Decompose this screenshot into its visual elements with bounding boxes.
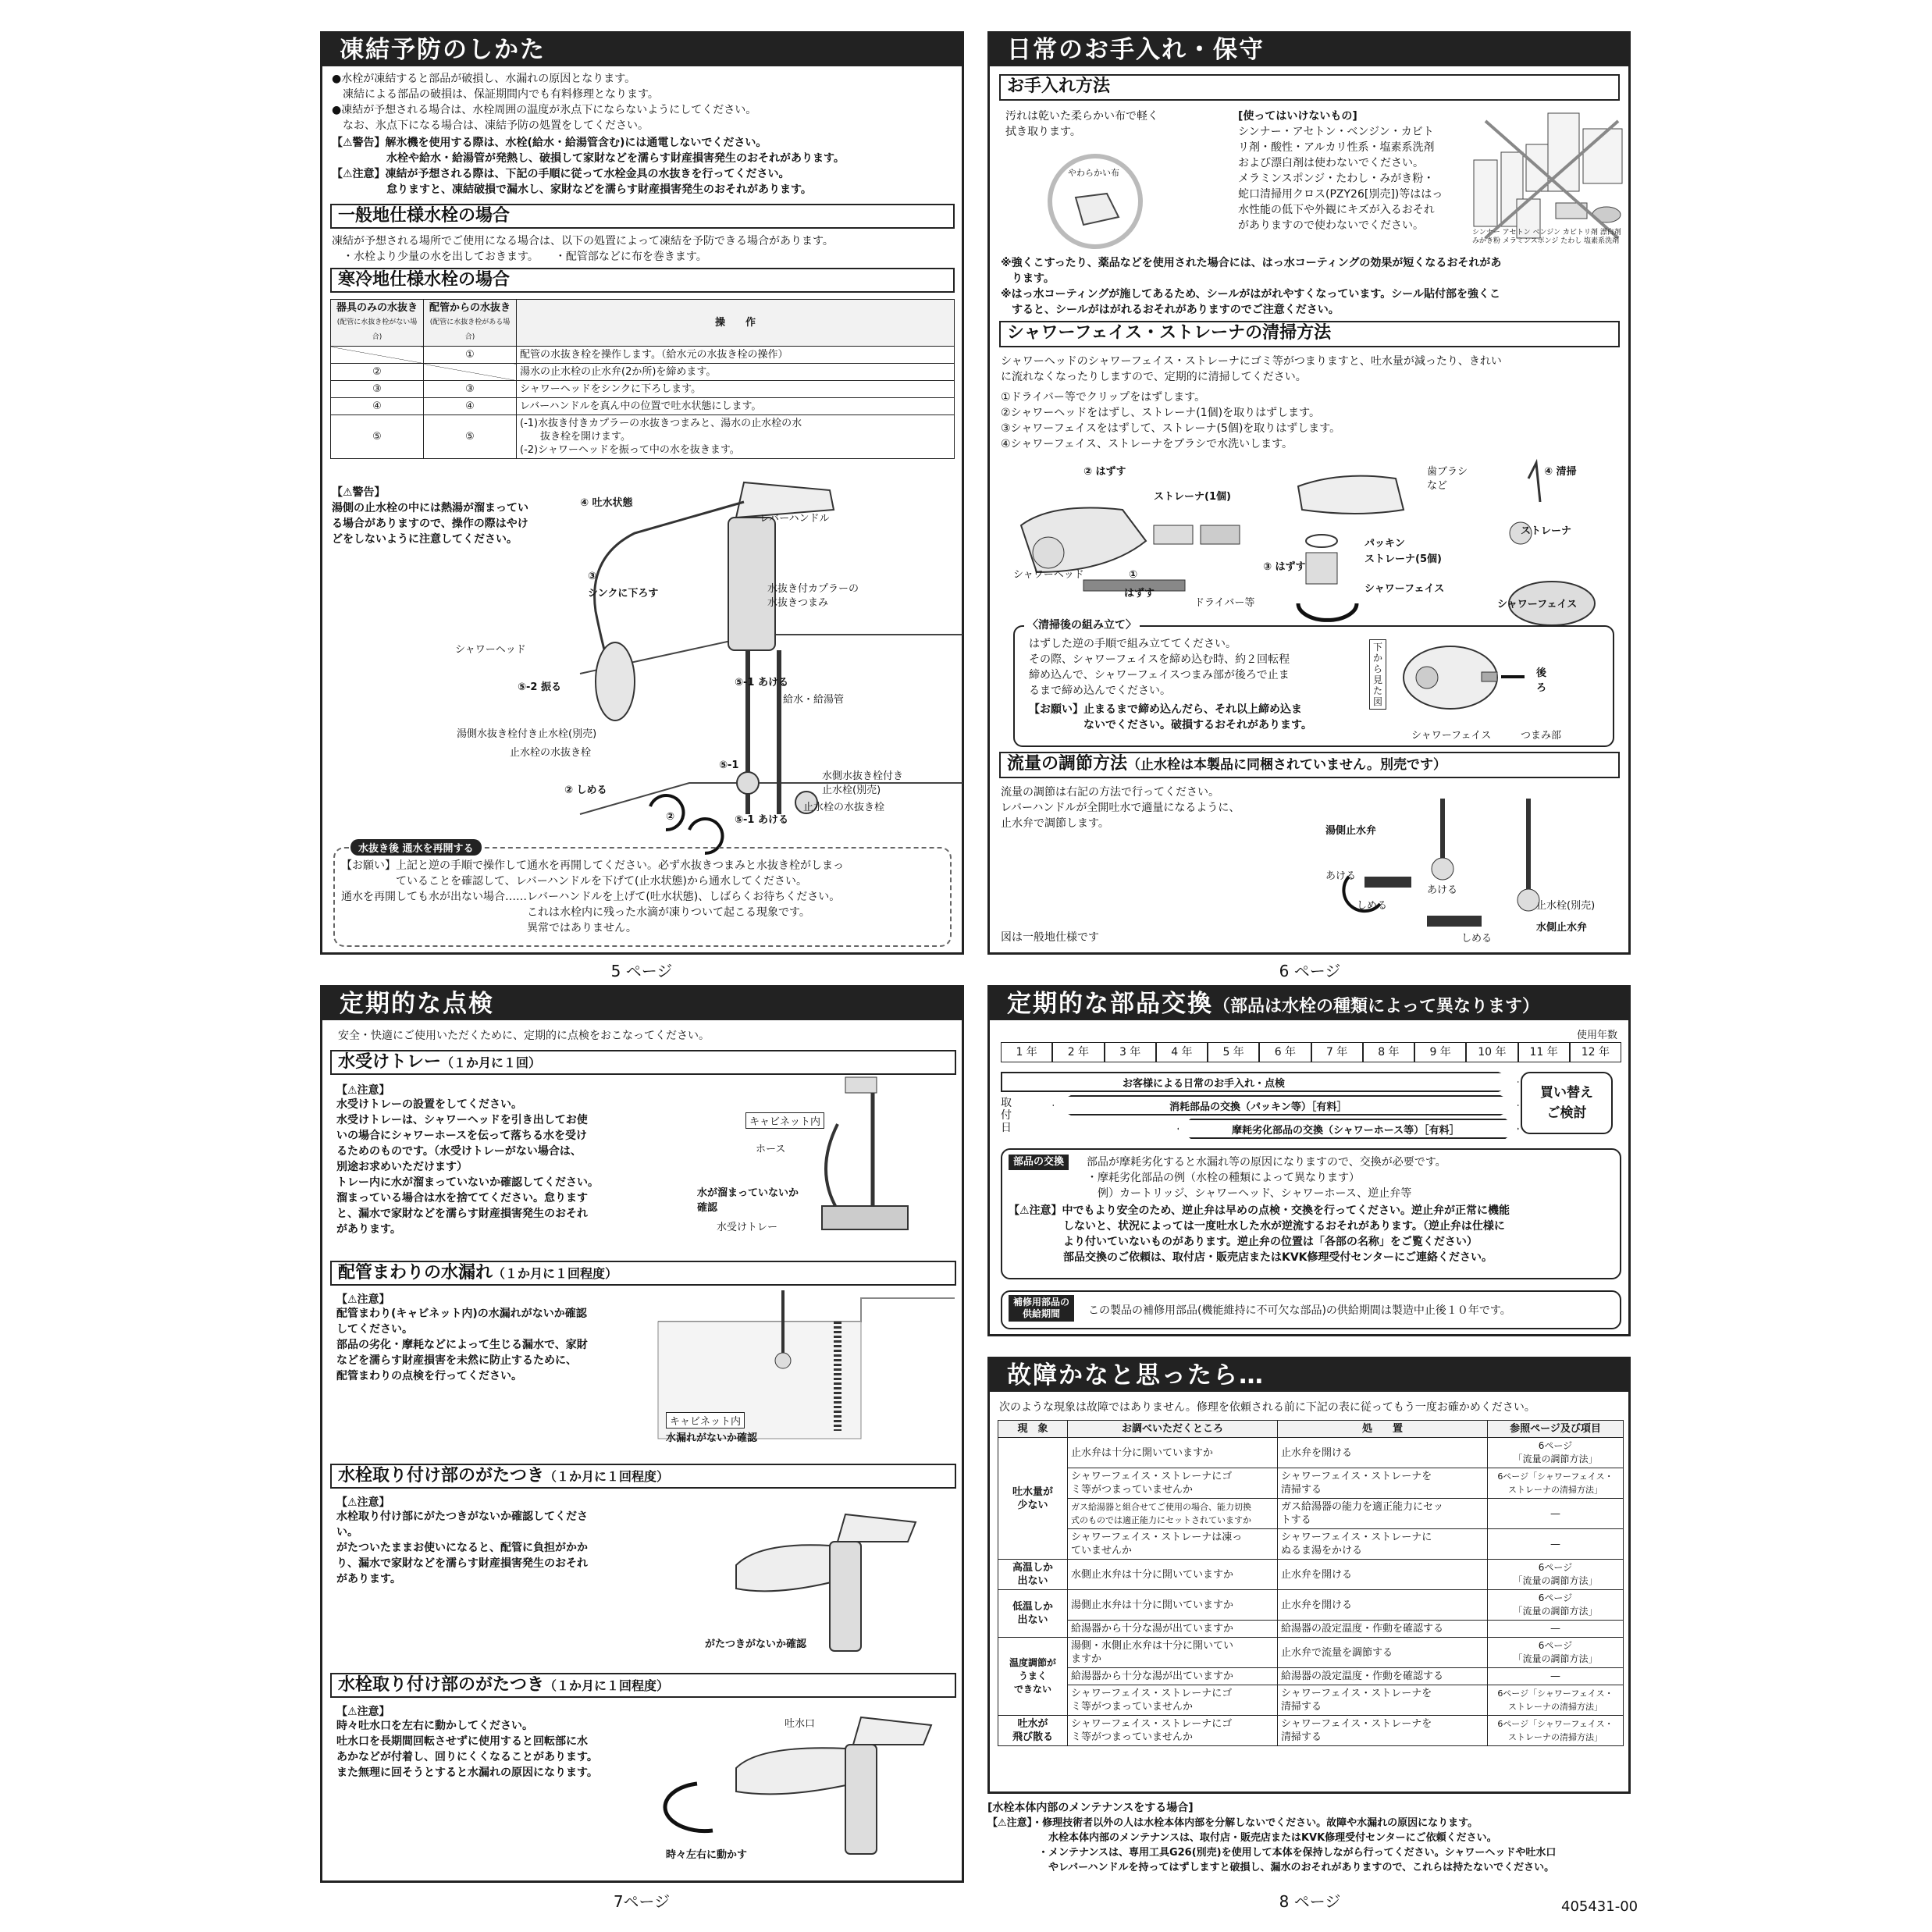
p8-supply-text: この製品の補修用部品(機能維持に不可欠な部品)の供給期間は製造中止後１０年です。 xyxy=(1088,1304,1511,1317)
p7-s2-small: （１か月に１回程度） xyxy=(493,1266,618,1281)
table-row xyxy=(998,1668,1624,1685)
table-row xyxy=(998,1438,1624,1468)
document-number: 405431-00 xyxy=(1561,1898,1638,1915)
p8-act: ガス給湯器の能力を適正能力にセッ トする xyxy=(1278,1499,1488,1529)
p5-r2b: ③ xyxy=(424,381,517,398)
p6-flow-close1: しめる xyxy=(1357,900,1388,912)
p6-knob-label: つまみ部 xyxy=(1521,730,1562,742)
p7-s3-caution: 【⚠注意】 xyxy=(336,1496,390,1509)
p5-faucet-illustration xyxy=(322,34,966,957)
p6-li: ドライバー等 xyxy=(1194,597,1255,609)
p6-fig-note: 図は一般地仕様です xyxy=(1001,931,1099,944)
p7-s2-caution: 【⚠注意】 xyxy=(336,1293,390,1306)
p6-ng-title: [使ってはいけないもの] xyxy=(1238,110,1357,123)
p6-lj: ③ はずす xyxy=(1263,561,1306,573)
p6-le: シャワーフェイス xyxy=(1364,583,1445,595)
p5-r0b: ① xyxy=(424,347,517,364)
p6-ln: ストレーナ xyxy=(1521,525,1572,537)
ng-item: メラミンスポンジ xyxy=(1502,237,1559,245)
p5-l9: ⑤-1 あける xyxy=(735,677,788,688)
page-7-number: 7ページ xyxy=(613,1892,671,1911)
page-8-trouble-panel xyxy=(987,1357,1631,1794)
page-7-title: 定期的な点検 xyxy=(322,987,962,1020)
p8-chk: シャワーフェイス・ストレーナにゴ ミ等がつまっていませんか xyxy=(1068,1468,1278,1499)
p7-tray-label: 水受けトレー xyxy=(717,1222,778,1233)
p5-th2: 配管からの水抜き xyxy=(429,302,511,314)
p8-ref: — xyxy=(1488,1621,1624,1638)
p5-th2-sub: (配管に水抜き栓がある場合) xyxy=(429,318,511,341)
p6-flow-open1: あける xyxy=(1325,870,1357,882)
year-cell: 3 年 xyxy=(1105,1042,1156,1062)
p7-section-mount-1 xyxy=(330,1464,956,1489)
ng-item: ベンジン xyxy=(1532,229,1561,237)
p6-assemble-title: 〈清掃後の組み立て〉 xyxy=(1024,617,1140,633)
p8-ref: 6ページ「シャワーフェイス・ ストレーナの清掃方法」 xyxy=(1488,1468,1624,1499)
p8-act: シャワーフェイス・ストレーナを 清掃する xyxy=(1278,1685,1488,1716)
p7-intro: 安全・快適にご使用いただくために、定期的に点検をおこなってください。 xyxy=(338,1030,710,1042)
p8-replace-box: 買い替え ご検討 xyxy=(1521,1072,1613,1134)
year-cell: 1 年 xyxy=(1001,1042,1052,1062)
p8-trouble-table xyxy=(998,1420,1624,1746)
p5-l2: レバーハンドル xyxy=(760,513,830,525)
p6-back-label: 後ろ xyxy=(1536,667,1547,694)
p8-act: 止水弁を開ける xyxy=(1278,1438,1488,1468)
p8-title: 定期的な部品交換 xyxy=(1007,990,1213,1018)
p5-r1a: ② xyxy=(331,364,424,381)
p6-lm: ④ 清掃 xyxy=(1544,466,1577,478)
p8-supply-tag: 補修用部品の 供給期間 xyxy=(1009,1295,1074,1322)
p5-r2op: シャワーヘッドをシンクに下ろします。 xyxy=(517,381,955,398)
p8-chk: シャワーフェイス・ストレーナにゴ ミ等がつまっていませんか xyxy=(1068,1685,1278,1716)
year-cell: 4 年 xyxy=(1156,1042,1208,1062)
p5-l13: ⑤-1 xyxy=(719,760,739,771)
p8-act: 止水弁を開ける xyxy=(1278,1590,1488,1621)
p5-r2a: ③ xyxy=(331,381,424,398)
p5-th1-sub: (配管に水抜き栓がない場合) xyxy=(336,318,418,341)
p6-lc: パッキン xyxy=(1364,538,1405,550)
p6-clean-steps: ①ドライバー等でクリップをはずします。 ②シャワーヘッドをはずし、ストレーナ(1個)を取りはずします。 ③シャワーフェイスをはずして、ストレーナ(5個)を取りはずします。 ④シャワーフェイス、ストレーナをブラシで水洗いします。 xyxy=(1001,391,1341,450)
p5-intro: ●水栓が凍結すると部品が破損し、水漏れの原因となります。 凍結による部品の破損は、保証期間内でも有料修理となります。 ●凍結が予想される場合は、水栓周囲の温度が氷点下にならないようにしてください。 なお、氷点下になる場合は、凍結予防の処置をしてください。 xyxy=(332,73,757,132)
p8-year-scale xyxy=(1001,1042,1621,1062)
page-6-title: 日常のお手入れ・保守 xyxy=(990,34,1628,66)
p6-assemble-request: 【お願い】止まるまで締め込んだら、それ以上締め込ま ないでください。破損するおそれがあります。 xyxy=(1029,703,1312,731)
p5-l7: シャワーヘッド xyxy=(455,644,526,656)
p5-l12: 止水栓の水抜き栓 xyxy=(510,747,592,759)
p8-act: シャワーフェイス・ストレーナを 清掃する xyxy=(1278,1716,1488,1746)
p7-pipe-check: 水漏れがないか確認 xyxy=(666,1432,758,1444)
p8-ref: — xyxy=(1488,1668,1624,1685)
p8-sym: 吐水が 飛び散る xyxy=(998,1716,1068,1746)
p5-l6: 水抜きつまみ xyxy=(767,597,829,609)
p8-chk: 止水弁は十分に開いていますか xyxy=(1068,1438,1278,1468)
p8-chk: シャワーフェイス・ストレーナは凍っ ていませんか xyxy=(1068,1529,1278,1560)
p6-lf: シャワーヘッド xyxy=(1013,569,1084,581)
p8-th-sym: 現 象 xyxy=(998,1421,1068,1438)
year-cell: 6 年 xyxy=(1259,1042,1311,1062)
p7-tray-cab: キャビネット内 xyxy=(745,1112,824,1129)
p6-lk: 歯ブラシ xyxy=(1427,466,1468,478)
table-row xyxy=(998,1499,1624,1529)
p7-tray-check: 水が溜まっていないか 確認 xyxy=(697,1187,799,1214)
p6-lh: はずす xyxy=(1124,588,1155,600)
ng-item: カビトリ剤 xyxy=(1562,229,1598,237)
p8-chk: 給湯器から十分な湯が出ていますか xyxy=(1068,1621,1278,1638)
table-row xyxy=(998,1621,1624,1638)
table-row xyxy=(998,1529,1624,1560)
p8-sym: 温度調節が うまく できない xyxy=(998,1638,1068,1716)
p7-section-mount-2 xyxy=(330,1673,956,1698)
p7-s2-title: 配管まわりの水漏れ xyxy=(338,1263,493,1283)
p5-warning-2-title: 【⚠警告】 xyxy=(332,486,386,499)
p5-l8: ⑤-2 振る xyxy=(518,681,561,693)
p5-l15: 水側水抜き栓付き xyxy=(822,770,904,782)
p7-s4-title: 水栓取り付け部のがたつき xyxy=(338,1675,545,1695)
p5-r4b: ⑤ xyxy=(424,415,517,459)
p6-flow-hot: 湯側止水弁 xyxy=(1325,825,1377,837)
p5-section-general-text: 凍結が予想される場所でご使用になる場合は、以下の処置によって凍結を予防できる場合があります。 ・水栓より少量の水を出しておきます。 ・配管部などに布を巻きます。 xyxy=(332,235,834,263)
p6-flow-text: 流量の調節は右記の方法で行ってください。 レバーハンドルが全開吐水で適量になるように、 止水弁で調節します。 xyxy=(1001,786,1240,830)
p5-r3op: レバーハンドルを真ん中の位置で吐水状態にします。 xyxy=(517,398,955,415)
page-8-trouble-title: 故障かなと思ったら… xyxy=(990,1359,1628,1392)
year-cell: 8 年 xyxy=(1363,1042,1414,1062)
p8-sym: 低温しか 出ない xyxy=(998,1590,1068,1638)
ng-item: シンナー xyxy=(1472,229,1500,237)
ng-item: アセトン xyxy=(1502,229,1531,237)
p6-ng-text: シンナー・アセトン・ベンジン・カビト リ剤・酸性・アルカリ性系・塩素系洗剤 および漂白剤は使わないでください。 メラミンスポンジ・たわし・みがき粉・ 蛇口清掃用クロス(PZY26[別売])等ははっ 水性能の低下や外観にキズが入るおそれ がありますので使わないでください。 xyxy=(1238,126,1443,232)
p8-th-check: お調べいただくところ xyxy=(1068,1421,1278,1438)
year-cell: 12 年 xyxy=(1570,1042,1621,1062)
p5-r4a: ⑤ xyxy=(331,415,424,459)
p7-s3-text: 水栓取り付け部にがたつきがないか確認してくださ い。 がたついたままお使いになると、配管に負担がかか り、漏水で家財などを濡らす財産損害発生のおそれ があります。 xyxy=(336,1510,588,1585)
p8-bar-1-label: お客様による日常のお手入れ・点検 xyxy=(1123,1078,1286,1090)
p6-face-illustration xyxy=(1396,642,1513,720)
p8-ref: — xyxy=(1488,1499,1624,1529)
p6-flow-cold: 水側止水弁 xyxy=(1536,922,1588,934)
p8-install-label: 取付日 xyxy=(1001,1097,1012,1134)
p5-r3b: ④ xyxy=(424,398,517,415)
page-8-parts-panel xyxy=(987,985,1631,1336)
p6-lo: シャワーフェイス xyxy=(1497,599,1578,610)
p6-lg: ① xyxy=(1129,569,1138,581)
page-5-panel xyxy=(320,31,964,955)
year-cell: 2 年 xyxy=(1052,1042,1104,1062)
p7-s4-text: 時々吐水口を左右に動かしてください。 吐水口を長期間回転させずに使用すると回転部に水 あかなどが付着し、回りにくくなることがあります。 また無理に回そうとすると水漏れの原因になります。 xyxy=(336,1720,598,1779)
year-cell: 7 年 xyxy=(1311,1042,1363,1062)
p6-flow-close2: しめる xyxy=(1461,933,1493,945)
p8-chk: 給湯器から十分な湯が出ていますか xyxy=(1068,1668,1278,1685)
page-6-panel xyxy=(987,31,1631,955)
p7-s1-small: （１か月に１回） xyxy=(441,1055,542,1070)
p6-flow-stop: 止水栓(別売) xyxy=(1536,900,1596,912)
p7-s3-title: 水栓取り付け部のがたつき xyxy=(338,1466,545,1485)
table-row xyxy=(998,1638,1624,1668)
p8-act: 給湯器の設定温度・作動を確認する xyxy=(1278,1621,1488,1638)
p6-flow-open2: あける xyxy=(1427,884,1458,896)
p6-ll: など xyxy=(1427,480,1448,492)
p5-l19: ⑤-1 あける xyxy=(735,814,788,826)
ng-item: たわし xyxy=(1560,237,1582,245)
p8-act: 止水弁を開ける xyxy=(1278,1560,1488,1590)
p8-chk: シャワーフェイス・ストレーナにゴ ミ等がつまっていませんか xyxy=(1068,1716,1278,1746)
p8-sym: 高温しか 出ない xyxy=(998,1560,1068,1590)
p5-l1: ④ 吐水状態 xyxy=(580,497,633,509)
p5-l18: ② xyxy=(666,811,675,823)
p7-s4-small: （１か月に１回程度） xyxy=(544,1678,670,1693)
page-8-title xyxy=(990,987,1628,1020)
p7-section-pipe xyxy=(330,1261,956,1286)
p7-s3-label: がたつきがないか確認 xyxy=(705,1638,807,1650)
p5-l14: ② しめる xyxy=(564,785,607,796)
p5-r3a: ④ xyxy=(331,398,424,415)
p8-chk: 水側止水弁は十分に開いていますか xyxy=(1068,1560,1278,1590)
p6-assemble-text: はずした逆の手順で組み立ててください。 その際、シャワーフェイスを締め込む時、約２回転程 締め込んで、シャワーフェイスつまみ部が後ろで止ま るまで締め込んでください。 xyxy=(1029,638,1290,697)
p7-section-tray xyxy=(330,1050,956,1075)
p6-care-text: 汚れは乾いた柔らかい布で軽く 拭き取ります。 xyxy=(1005,110,1158,138)
p8-th-ref: 参照ページ及び項目 xyxy=(1488,1421,1624,1438)
page-6-number: 6 ページ xyxy=(1279,962,1341,980)
p7-s4-caution: 【⚠注意】 xyxy=(336,1706,390,1718)
page-5-title: 凍結予防のしかた xyxy=(322,34,962,66)
p5-r4op: (-1)水抜き付きカプラーの水抜きつまみと、湯水の止水栓の水 抜き栓を開けます。 (-2)シャワーヘッドを振って中の水を抜きます。 xyxy=(517,415,955,459)
p8-ref: 6ページ 「流量の調節方法」 xyxy=(1488,1438,1624,1468)
p8-ref: 6ページ「シャワーフェイス・ ストレーナの清掃方法」 xyxy=(1488,1685,1624,1716)
p8-act: シャワーフェイス・ストレーナに ぬるま湯をかける xyxy=(1278,1529,1488,1560)
ng-item: みがき粉 xyxy=(1472,237,1501,245)
p7-s1-caution: 【⚠注意】 xyxy=(336,1084,390,1097)
p5-l5: 水抜き付カプラーの xyxy=(767,583,859,595)
p6-note: ※強くこすったり、薬品などを使用された場合には、はっ水コーティングの効果が短くなるおそれがあ ります。 ※はっ水コーティングが施してあるため、シールがはがれやすくなっています。シール貼付部を強くこ すると、シールがはがれるおそれがありますのでご注意ください。 xyxy=(1001,257,1502,316)
p8-parts-caution: 【⚠注意】中でもより安全のため、逆止弁は早めの点検・交換を行ってください。逆止弁が正常に機能 しないと、状況によっては一度吐水した水が逆流するおそれがあります。（逆止弁は仕様に より付いていないものがあります。逆止弁の位置は「各部の名称」をご覧ください） 部品交換のご依頼は、取付店・販売店またはKVK修理受付センターにご連絡ください。 xyxy=(1009,1204,1510,1264)
p8-maint-title: [水栓本体内部のメンテナンスをする場合] xyxy=(987,1802,1194,1814)
p7-s1-text: 水受けトレーの設置をしてください。 水受けトレーは、シャワーヘッドを引き出してお使 いの場合にシャワーホースを伝って落ちる水を受け るためのものです。（水受けトレーがない場合は、 別途お求めいただけます） トレー内に水が溜まっていないか確認してください。 溜まっている場合は水を捨ててください。怠ります と、漏水で家財などを濡らす財産損害発生のおそれ があります。 xyxy=(336,1098,599,1236)
p6-la: ② はずす xyxy=(1083,466,1126,478)
p5-resume-tag: 水抜き後 通水を再開する xyxy=(350,839,482,856)
p8-ref: 6ページ「シャワーフェイス・ ストレーナの清掃方法」 xyxy=(1488,1716,1624,1746)
p8-title-small: （部品は水栓の種類によって異なります） xyxy=(1213,997,1540,1016)
p8-chk: 湯側止水弁は十分に開いていますか xyxy=(1068,1590,1278,1621)
p5-warning-2: 湯側の止水栓の中には熱湯が溜まっている場合がありますので、操作の際はやけどをしないように注意してください。 xyxy=(332,502,528,546)
p8-years-label: 使用年数 xyxy=(1576,1030,1617,1041)
p8-bar-3-label: 摩耗劣化部品の交換（シャワーホース等）［有料］ xyxy=(1232,1125,1460,1137)
p5-r0op: 配管の水抜き栓を操作します。（給水元の水抜き栓の操作） xyxy=(517,347,955,364)
p6-ng-item-list xyxy=(1472,229,1628,246)
p5-section-cold: 寒冷地仕様水栓の場合 xyxy=(330,268,955,293)
page-5-number: 5 ページ xyxy=(610,962,673,980)
p6-section-flow xyxy=(999,752,1620,778)
table-row xyxy=(998,1590,1624,1621)
p5-l4: シンクに下ろす xyxy=(588,588,659,600)
p8-act: 止水弁で流量を調節する xyxy=(1278,1638,1488,1668)
ng-item: 漂白剤 xyxy=(1599,229,1621,237)
p5-l17: 止水栓の水抜き栓 xyxy=(803,802,885,813)
p8-bar-2-label: 消耗部品の交換（パッキン等）［有料］ xyxy=(1169,1101,1347,1113)
p8-th-action: 処 置 xyxy=(1278,1421,1488,1438)
p7-s4-move: 時々左右に動かす xyxy=(666,1849,748,1861)
p6-cloth-label: やわらかい布 xyxy=(1068,168,1119,178)
p6-lb: ストレーナ(1個) xyxy=(1154,491,1231,503)
table-row xyxy=(998,1468,1624,1499)
p8-ref: 6ページ 「流量の調節方法」 xyxy=(1488,1560,1624,1590)
p8-ref: 6ページ 「流量の調節方法」 xyxy=(1488,1638,1624,1668)
p5-resume-text: 【お願い】上記と逆の手順で操作して通水を再開してください。必ず水抜きつまみと水抜き栓がしまっ ていることを確認して、レバーハンドルを下げて(止水状態)から通水してください。 通水を再開しても水が出ない場合……レバーハンドルを上げて(吐水状態)、しばらくお待ちください。 これは水栓内に残った水滴が凍りついて起こる現象です。 異常ではありません。 xyxy=(341,859,844,934)
p6-flow-title-small: （止水栓は本製品に同梱されていません。別売です） xyxy=(1127,757,1447,773)
p8-act: 給湯器の設定温度・作動を確認する xyxy=(1278,1668,1488,1685)
p5-r1op: 湯水の止水栓の止水弁(2か所)を締めます。 xyxy=(517,364,955,381)
p8-ref: — xyxy=(1488,1529,1624,1560)
p7-s4-spout: 吐水口 xyxy=(785,1718,816,1730)
p8-parts-tag: 部品の交換 xyxy=(1009,1155,1069,1170)
p8-chk: ガス給湯器と組合せてご使用の場合、能力切換 式のものでは適正能力にセットされていますか xyxy=(1068,1499,1278,1529)
p7-pipe-cab: キャビネット内 xyxy=(666,1412,745,1429)
p8-sym: 吐水量が 少ない xyxy=(998,1438,1068,1560)
p5-l10: 給水・給湯管 xyxy=(783,694,845,706)
p7-s3-small: （１か月に１回程度） xyxy=(544,1469,670,1484)
p5-th1: 器具のみの水抜き xyxy=(336,302,418,314)
table-row xyxy=(998,1685,1624,1716)
p8-act: シャワーフェイス・ストレーナを 清掃する xyxy=(1278,1468,1488,1499)
p8-ref: 6ページ 「流量の調節方法」 xyxy=(1488,1590,1624,1621)
year-cell: 10 年 xyxy=(1466,1042,1517,1062)
page-8-number: 8 ページ xyxy=(1279,1892,1341,1911)
p7-tray-hose: ホース xyxy=(756,1144,786,1155)
p6-clean-intro: シャワーヘッドのシャワーフェイス・ストレーナにゴミ等がつまりますと、吐水量が減ったり、きれい に流れなくなったりしますので、定期的に清掃してください。 xyxy=(1001,355,1502,383)
p6-flow-title: 流量の調節方法 xyxy=(1007,754,1128,774)
table-row xyxy=(998,1560,1624,1590)
ng-item: 塩素系洗剤 xyxy=(1584,237,1620,245)
year-cell: 5 年 xyxy=(1208,1042,1259,1062)
p8-chk: 湯側・水側止水弁は十分に開いてい ますか xyxy=(1068,1638,1278,1668)
p7-s1-title: 水受けトレー xyxy=(338,1052,442,1072)
p6-section-care: お手入れ方法 xyxy=(999,74,1620,101)
p7-s2-text: 配管まわり(キャビネット内)の水漏れがないか確認 してください。 部品の劣化・摩耗などによって生じる漏水で、家財 などを濡らす財産損害を未然に防止するために、 配管まわりの点検を行ってください。 xyxy=(336,1308,588,1382)
p6-section-clean: シャワーフェイス・ストレーナの清掃方法 xyxy=(999,321,1620,347)
p5-l16: 止水栓(別売) xyxy=(822,785,881,796)
p5-warning-1: 【⚠警告】解氷機を使用する際は、水栓(給水・給湯管含む)には通電しないでください。 水栓や給水・給湯管が発熱し、破損して家財などを濡らす財産損害発生のおそれがあります。 【⚠注意】凍結が予想される際は、下記の手順に従って水栓金具の水抜きを行ってください。 怠りますと、凍結破損で漏水し、家財などを濡らす財産損害発生のおそれがあります。 xyxy=(332,137,845,196)
table-row xyxy=(998,1716,1624,1746)
p8-parts-text: 部品が摩耗劣化すると水漏れ等の原因になりますので、交換が必要です。 ・摩耗劣化部品の例（水栓の種類によって異なります） 例）カートリッジ、シャワーヘッド、シャワーホース、逆止弁等 xyxy=(1087,1156,1446,1200)
page-7-panel xyxy=(320,985,964,1883)
p6-face-label: シャワーフェイス xyxy=(1411,730,1492,742)
p8-trouble-intro: 次のような現象は故障ではありません。修理を依頼される前に下記の表に従ってもう一度お確かめください。 xyxy=(999,1401,1535,1414)
year-cell: 9 年 xyxy=(1414,1042,1466,1062)
p5-l3: ③ xyxy=(588,571,597,582)
p6-from-below-label: 下から見た図 xyxy=(1369,639,1386,710)
p6-ng-items-illustration xyxy=(1470,105,1626,246)
p6-ld: ストレーナ(5個) xyxy=(1364,553,1442,565)
p5-l11: 湯側水抜き栓付き止水栓(別売) xyxy=(457,728,597,740)
p5-th3: 操 作 xyxy=(517,300,955,347)
year-cell: 11 年 xyxy=(1518,1042,1570,1062)
p5-section-general: 一般地仕様水栓の場合 xyxy=(330,204,955,229)
p8-maint-text: 【⚠注意】・修理技術者以外の人は水栓本体内部を分解しないでください。故障や水漏れの原因になります。 水栓本体内部のメンテナンスは、取付店・販売店またはKVK修理受付センターにご依頼ください。 ・メンテナンスは、専用工具G26(別売)を使用して本体を保持しながら行ってください。シャワーヘッドや吐水口 やレバーハンドルを持ってはずしますと破損し、漏水のおそれがありますので、これらは持たないでください。 xyxy=(987,1817,1557,1873)
